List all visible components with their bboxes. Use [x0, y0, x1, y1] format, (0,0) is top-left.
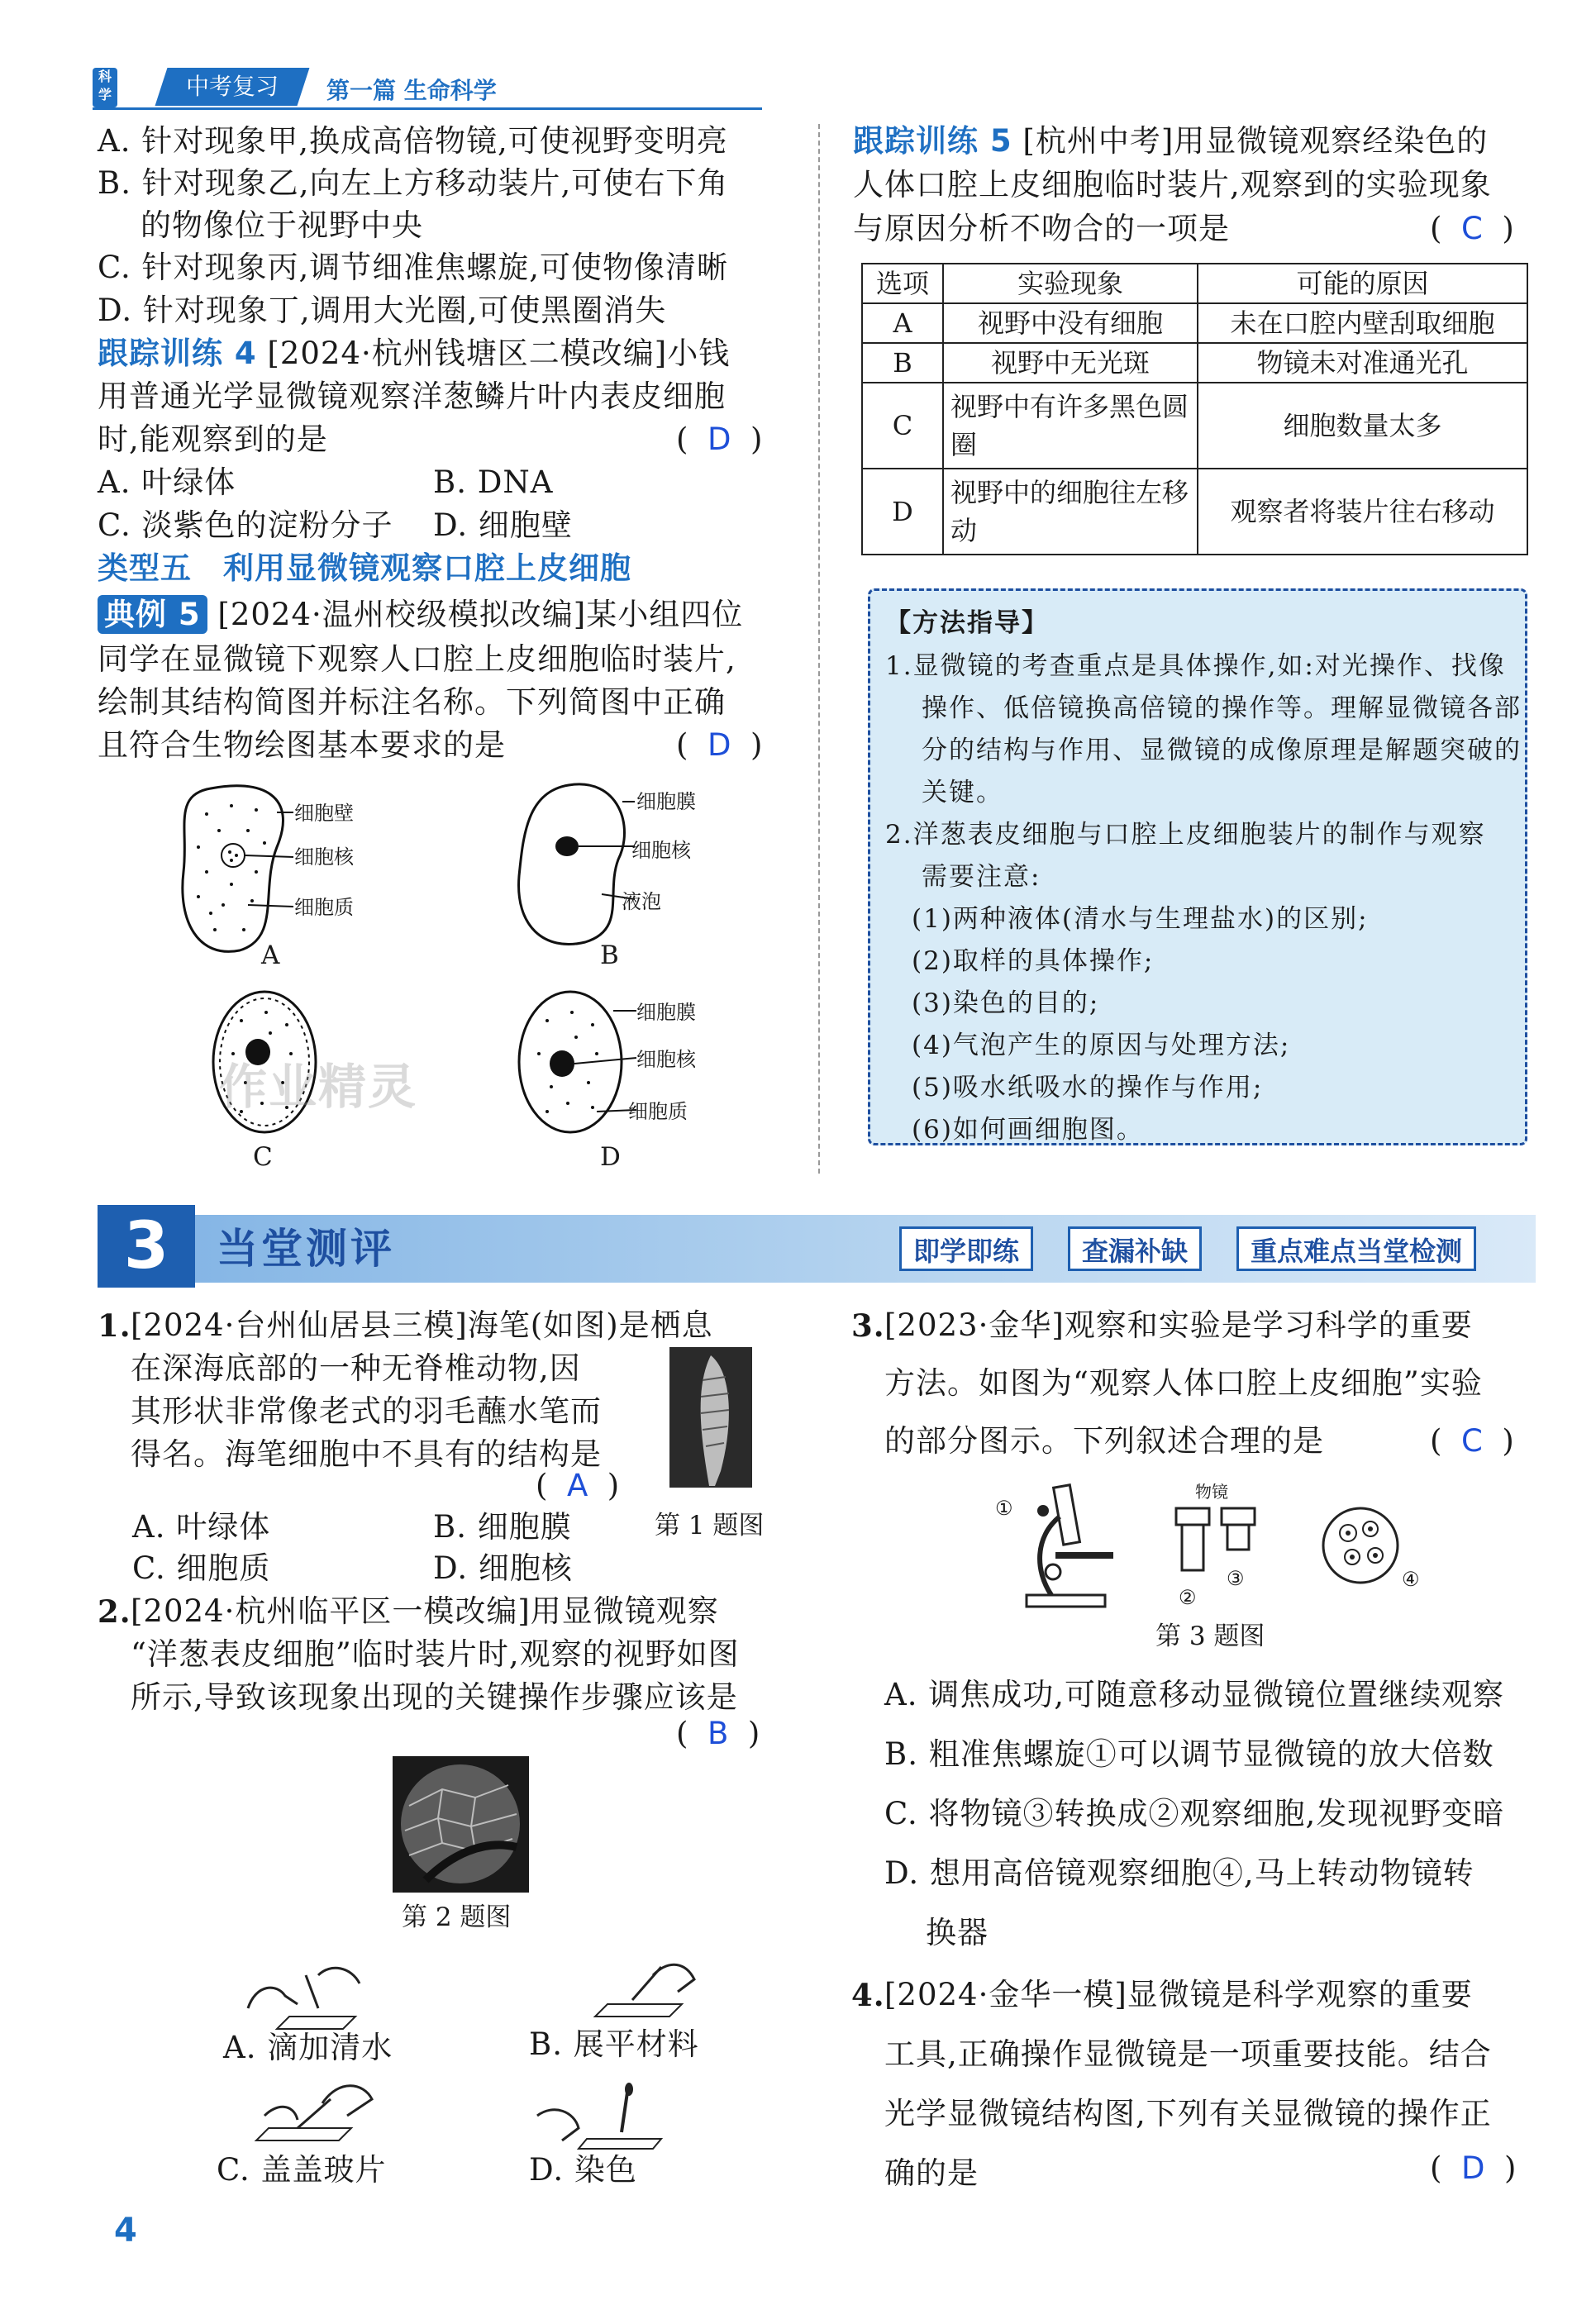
- method-line: 分的结构与作用、显微镜的成像原理是解题突破的: [922, 736, 1522, 765]
- example5-line3: 绘制其结构简图并标注名称。下列简图中正确: [98, 684, 726, 720]
- q2-fig-caption: 第 2 题图: [402, 1902, 512, 1932]
- watermark-text: 作业精灵: [219, 1059, 418, 1115]
- table-header: 实验现象: [943, 264, 1198, 303]
- table-cell: 未在口腔内壁刮取细胞: [1198, 303, 1527, 343]
- tag-pill: 重点难点当堂检测: [1236, 1226, 1476, 1271]
- option-a: A. 针对现象甲,换成高倍物镜,可使视野变明亮: [98, 123, 728, 159]
- q2-number: 2.: [98, 1593, 131, 1630]
- track4-answer: D: [707, 421, 731, 457]
- q3-fig-label-3: ③: [1227, 1567, 1245, 1590]
- q3-opt-d-cont: 换器: [926, 1915, 989, 1950]
- header-tab-label: 中考复习: [186, 73, 279, 100]
- track4-answer-box: ( D ): [676, 421, 763, 457]
- q4-answer: D: [1460, 2150, 1485, 2186]
- q3-opt-b: B. 粗准焦螺旋①可以调节显微镜的放大倍数: [884, 1736, 1494, 1772]
- track4-opt-b: B. DNA: [433, 464, 554, 500]
- track5-line1: [853, 120, 1488, 163]
- sea-pen-photo: [669, 1347, 752, 1488]
- track4-line3: 时,能观察到的是: [98, 421, 328, 457]
- q4-line2: 工具,正确操作显微镜是一项重要技能。结合: [884, 2036, 1492, 2072]
- fig-a-label-2: 细胞核: [294, 845, 354, 869]
- table-cell: D: [862, 469, 943, 555]
- q3-fig-label-objective: 物镜: [1195, 1482, 1228, 1502]
- track4-line1: [98, 332, 730, 375]
- example5-answer: D: [707, 727, 731, 763]
- track5-answer-box: ( C ): [1430, 211, 1514, 246]
- option-b: B. 针对现象乙,向左上方移动装片,可使右下角: [98, 165, 729, 201]
- q3-line2: 方法。如图为“观察人体口腔上皮细胞”实验: [884, 1365, 1483, 1401]
- tag-pill: 即学即练: [899, 1226, 1033, 1271]
- q2-line3: 所示,导致该现象出现的关键操作步骤应该是: [131, 1679, 738, 1715]
- method-line: 需要注意:: [922, 862, 1041, 892]
- table-cell: 观察者将装片往右移动: [1198, 469, 1527, 555]
- table-row: [862, 303, 1527, 343]
- q2-opt-b: B. 展平材料: [529, 2026, 699, 2062]
- method-line: (1)两种液体(清水与生理盐水)的区别;: [912, 904, 1369, 934]
- method-line: (5)吸水纸吸水的操作与作用;: [912, 1073, 1264, 1102]
- step-d-illustration: [529, 2083, 669, 2157]
- method-line: 关键。: [922, 778, 1003, 807]
- option-d: D. 针对现象丁,调用大光圈,可使黑圈消失: [98, 293, 667, 328]
- track4-opt-d: D. 细胞壁: [433, 507, 573, 543]
- table-header-row: [862, 264, 1527, 303]
- table-row: [862, 383, 1527, 469]
- q2-opt-a: A. 滴加清水: [223, 2030, 393, 2065]
- track4-opt-c: C. 淡紫色的淀粉分子: [98, 507, 393, 543]
- q3-fig-label-1: ①: [995, 1497, 1013, 1520]
- q3-opt-c: C. 将物镜③转换成②观察细胞,发现视野变暗: [884, 1796, 1505, 1831]
- step-b-illustration: [570, 1950, 711, 2025]
- fig-b-letter: B: [600, 940, 619, 970]
- method-line: 操作、低倍镜换高倍镜的操作等。理解显微镜各部: [922, 693, 1522, 723]
- q3-fig-label-4: ④: [1402, 1568, 1420, 1591]
- header-tab: [155, 68, 310, 106]
- q1-line4: 得名。海笔细胞中不具有的结构是: [131, 1436, 602, 1472]
- q2-opt-d: D. 染色: [529, 2152, 637, 2188]
- option-c: C. 针对现象丙,调节细准焦螺旋,可使物像清晰: [98, 250, 729, 285]
- q2-answer-box: ( B ): [676, 1716, 760, 1751]
- table-cell: A: [862, 303, 943, 343]
- page-number: 4: [114, 2212, 137, 2250]
- fig-d-label-3: 细胞质: [628, 1100, 688, 1123]
- fig-a-label-3: 细胞质: [294, 896, 354, 919]
- q4-answer-box: ( D ): [1430, 2150, 1517, 2186]
- method-line: 1.显微镜的考查重点是具体操作,如:对光操作、找像: [885, 651, 1506, 681]
- example5-source: [2024·温州校级模拟改编]某小组四位: [217, 597, 744, 632]
- example5-line4: 且符合生物绘图基本要求的是: [98, 727, 506, 763]
- q1-opt-a: A. 叶绿体: [132, 1509, 271, 1545]
- q1-opt-b: B. 细胞膜: [433, 1509, 572, 1545]
- table-cell: 物镜未对准通光孔: [1198, 343, 1527, 383]
- fig-c-letter: C: [253, 1142, 273, 1172]
- q1-answer-box: ( A ): [536, 1468, 620, 1503]
- example5-label: 典例 5: [98, 595, 207, 634]
- table-header: 可能的原因: [1198, 264, 1527, 303]
- method-line: (3)染色的目的;: [912, 988, 1100, 1018]
- microscope-illustration: [1010, 1479, 1117, 1612]
- q3-answer: C: [1460, 1423, 1483, 1459]
- q4-line3: 光学显微镜结构图,下列有关显微镜的操作正: [884, 2096, 1492, 2131]
- track4-opt-a: A. 叶绿体: [98, 464, 236, 500]
- q3-number: 3.: [851, 1307, 885, 1344]
- q3-answer-box: ( C ): [1430, 1423, 1514, 1459]
- section-number: 3: [98, 1205, 195, 1288]
- q2-line2: “洋葱表皮细胞”临时装片时,观察的视野如图: [131, 1636, 740, 1672]
- fig-b-label-2: 细胞核: [631, 839, 691, 862]
- track4-line2: 用普通光学显微镜观察洋葱鳞片叶内表皮细胞: [98, 379, 726, 414]
- onion-view-photo: [393, 1756, 529, 1893]
- method-line: (4)气泡产生的原因与处理方法;: [912, 1031, 1291, 1060]
- header-subtitle: 第一篇 生命科学: [326, 77, 497, 104]
- q1-opt-c: C. 细胞质: [132, 1550, 271, 1586]
- q1-number: 1.: [98, 1307, 131, 1344]
- type5-heading: 类型五 利用显微镜观察口腔上皮细胞: [98, 550, 631, 586]
- q1-line1: [2024·台州仙居县三模]海笔(如图)是栖息: [131, 1307, 713, 1343]
- option-b-cont: 的物像位于视野中央: [141, 207, 423, 243]
- example5-answer-box: ( D ): [676, 727, 763, 763]
- track5-line2: 人体口腔上皮细胞临时装片,观察到的实验现象: [853, 167, 1492, 202]
- table-cell: 视野中没有细胞: [943, 303, 1198, 343]
- fig-d-label-1: 细胞膜: [636, 1001, 696, 1024]
- track4-label: 跟踪训练 4: [98, 336, 257, 371]
- fig-b-label-3: 液泡: [622, 890, 661, 913]
- table-row: [862, 469, 1527, 555]
- fig-d-label-2: 细胞核: [636, 1048, 696, 1071]
- method-line: (6)如何画细胞图。: [912, 1115, 1144, 1145]
- q3-line1: [2023·金华]观察和实验是学习科学的重要: [884, 1307, 1473, 1343]
- q1-answer: A: [566, 1468, 588, 1503]
- table-cell: B: [862, 343, 943, 383]
- fig-a-label-1: 细胞壁: [294, 802, 354, 825]
- track5-label: 跟踪训练 5: [853, 123, 1012, 159]
- step-a-illustration: [240, 1959, 380, 2033]
- q4-line1: [2024·金华一模]显微镜是科学观察的重要: [884, 1977, 1473, 2012]
- method-guide-box: [868, 588, 1527, 1145]
- table-cell: C: [862, 383, 943, 469]
- header-rule: [93, 107, 762, 110]
- q4-line4: 确的是: [884, 2155, 979, 2191]
- column-divider: [818, 124, 820, 1174]
- table-row: [862, 343, 1527, 383]
- q4-number: 4.: [851, 1977, 885, 2013]
- q1-line2: 在深海底部的一种无脊椎动物,因: [131, 1350, 581, 1386]
- table-cell: 细胞数量太多: [1198, 383, 1527, 469]
- table-cell: 视野中无光斑: [943, 343, 1198, 383]
- fig-b-label-1: 细胞膜: [636, 790, 696, 813]
- table-cell: 视野中有许多黑色圆圈: [943, 383, 1198, 469]
- table-cell: 视野中的细胞往左移动: [943, 469, 1198, 555]
- example5-line2: 同学在显微镜下观察人口腔上皮细胞临时装片,: [98, 641, 736, 677]
- q3-fig-caption: 第 3 题图: [1155, 1621, 1265, 1651]
- q1-opt-d: D. 细胞核: [433, 1550, 573, 1586]
- section-title: 当堂测评: [217, 1225, 395, 1273]
- q1-line3: 其形状非常像老式的羽毛蘸水笔而: [131, 1393, 602, 1429]
- objective-lenses-illustration: [1172, 1504, 1263, 1587]
- track5-answer: C: [1460, 211, 1483, 246]
- tag-pill: 查漏补缺: [1068, 1226, 1202, 1271]
- q3-line3: 的部分图示。下列叙述合理的是: [884, 1423, 1324, 1459]
- step-c-illustration: [248, 2074, 388, 2149]
- q2-answer: B: [707, 1716, 729, 1751]
- q3-opt-d: D. 想用高倍镜观察细胞④,马上转动物镜转: [884, 1855, 1475, 1891]
- method-line: (2)取样的具体操作;: [912, 946, 1155, 976]
- method-title: 【方法指导】: [885, 608, 1049, 638]
- subject-badge: 科学: [93, 68, 117, 107]
- table-header: 选项: [862, 264, 943, 303]
- example5-line1: [98, 593, 743, 636]
- field-of-view-illustration: [1319, 1504, 1402, 1587]
- track4-source: [2024·杭州钱塘区二模改编]小钱: [267, 336, 731, 371]
- fig-d-letter: D: [600, 1142, 621, 1172]
- track5-source: [杭州中考]用显微镜观察经染色的: [1022, 123, 1489, 159]
- q2-line1: [2024·杭州临平区一模改编]用显微镜观察: [131, 1593, 719, 1629]
- fig-a-letter: A: [261, 940, 280, 970]
- q2-opt-c: C. 盖盖玻片: [217, 2152, 387, 2188]
- track5-table: [861, 263, 1528, 555]
- q1-fig-caption: 第 1 题图: [655, 1511, 765, 1540]
- q3-fig-label-2: ②: [1179, 1586, 1197, 1609]
- method-line: 2.洋葱表皮细胞与口腔上皮细胞装片的制作与观察: [885, 820, 1486, 850]
- q3-opt-a: A. 调焦成功,可随意移动显微镜位置继续观察: [884, 1677, 1505, 1712]
- track5-line3: 与原因分析不吻合的一项是: [853, 211, 1230, 246]
